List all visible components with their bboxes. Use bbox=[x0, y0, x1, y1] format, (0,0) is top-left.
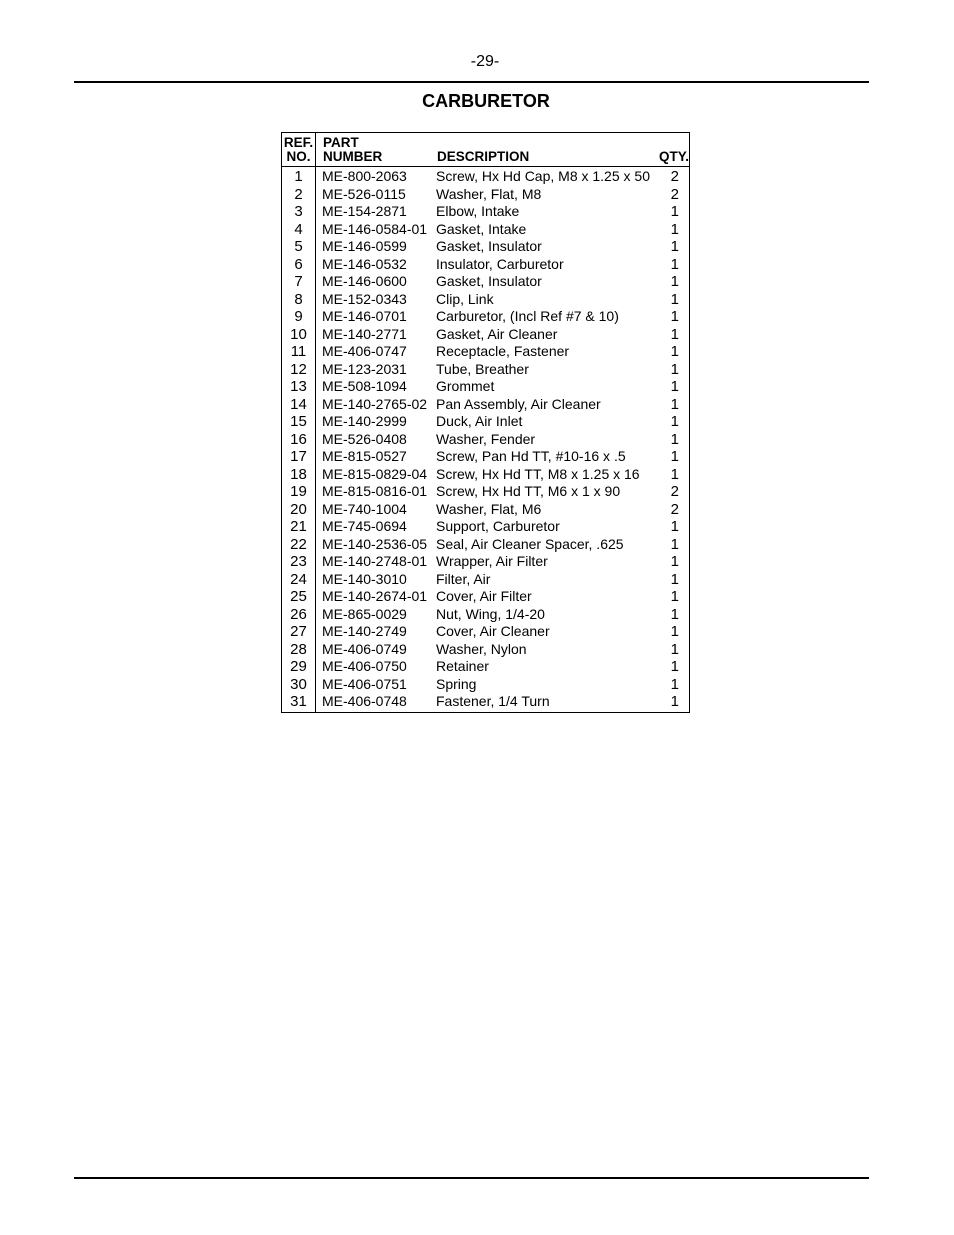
table-row bbox=[282, 168, 689, 186]
part-number-cell: ME-140-3010 bbox=[322, 570, 407, 587]
part-number-cell: ME-406-0747 bbox=[322, 343, 407, 359]
qty-cell: 1 bbox=[670, 290, 679, 308]
header-rule bbox=[74, 81, 869, 83]
table-row bbox=[282, 693, 689, 711]
qty-cell: 1 bbox=[670, 623, 679, 640]
ref-cell: 21 bbox=[290, 518, 307, 535]
ref-cell: 31 bbox=[290, 693, 307, 710]
header-part-line2: NUMBER bbox=[323, 149, 383, 164]
description-cell: Cover, Air Cleaner bbox=[436, 623, 550, 639]
table-row bbox=[282, 536, 689, 554]
qty-cell: 2 bbox=[670, 185, 679, 203]
qty-cell: 1 bbox=[670, 465, 679, 483]
description-cell: Carburetor, (Incl Ref #7 & 10) bbox=[436, 308, 619, 324]
table-row bbox=[282, 361, 689, 379]
header-qty: QTY. bbox=[658, 149, 689, 164]
ref-cell: 5 bbox=[294, 238, 303, 255]
table-row bbox=[282, 238, 689, 256]
part-number-cell: ME-815-0527 bbox=[322, 448, 407, 464]
description-cell: Filter, Air bbox=[436, 570, 491, 587]
ref-cell: 30 bbox=[290, 675, 307, 693]
part-number-cell: ME-140-2771 bbox=[322, 325, 407, 342]
header-part-line1: PART bbox=[323, 135, 359, 150]
table-row bbox=[282, 186, 689, 204]
table-row bbox=[282, 553, 689, 571]
qty-cell: 1 bbox=[670, 518, 679, 535]
table-row bbox=[282, 431, 689, 449]
description-cell: Washer, Fender bbox=[436, 430, 536, 447]
header-part-number bbox=[323, 136, 382, 164]
description-cell: Tube, Breather bbox=[436, 360, 529, 377]
table-row bbox=[282, 658, 689, 676]
part-number-cell: ME-815-0816-01 bbox=[322, 483, 428, 499]
part-number-cell: ME-152-0343 bbox=[322, 290, 407, 307]
description-cell: Washer, Nylon bbox=[436, 640, 527, 657]
table-row bbox=[282, 606, 689, 624]
qty-cell: 1 bbox=[670, 255, 679, 273]
ref-cell: 24 bbox=[290, 570, 307, 588]
qty-cell: 1 bbox=[670, 308, 679, 325]
part-number-cell: ME-123-2031 bbox=[322, 360, 407, 377]
qty-cell: 2 bbox=[670, 168, 679, 185]
table-row bbox=[282, 343, 689, 361]
table-row bbox=[282, 378, 689, 396]
ref-cell: 13 bbox=[290, 378, 307, 395]
description-cell: Cover, Air Filter bbox=[436, 588, 532, 604]
part-number-cell: ME-800-2063 bbox=[322, 168, 407, 184]
description-cell: Screw, Hx Hd TT, M8 x 1.25 x 16 bbox=[436, 465, 640, 482]
part-number-cell: ME-508-1094 bbox=[322, 378, 407, 394]
ref-cell: 22 bbox=[290, 535, 307, 553]
qty-cell: 1 bbox=[670, 395, 679, 413]
description-cell: Receptacle, Fastener bbox=[436, 343, 570, 359]
part-number-cell: ME-815-0829-04 bbox=[322, 465, 428, 482]
table-row bbox=[282, 396, 689, 414]
header-ref-line2: NO. bbox=[286, 149, 311, 164]
qty-cell: 1 bbox=[670, 553, 679, 570]
table-body bbox=[282, 168, 689, 711]
description-cell: Gasket, Intake bbox=[436, 220, 527, 237]
qty-cell: 1 bbox=[670, 640, 679, 658]
description-cell: Washer, Flat, M6 bbox=[436, 500, 542, 517]
table-header bbox=[282, 136, 689, 168]
header-underline bbox=[282, 166, 689, 167]
part-number-cell: ME-146-0600 bbox=[322, 273, 407, 289]
part-number-cell: ME-406-0751 bbox=[322, 675, 407, 692]
section-title: CARBURETOR bbox=[422, 91, 550, 111]
table-row bbox=[282, 676, 689, 694]
description-cell: Clip, Link bbox=[436, 290, 494, 307]
table-row bbox=[282, 291, 689, 309]
description-cell: Gasket, Insulator bbox=[436, 238, 542, 254]
description-cell: Duck, Air Inlet bbox=[436, 413, 523, 429]
description-cell: Spring bbox=[436, 675, 477, 692]
ref-cell: 12 bbox=[290, 360, 307, 378]
table-row bbox=[282, 256, 689, 274]
qty-cell: 1 bbox=[670, 588, 679, 605]
qty-cell: 1 bbox=[670, 360, 679, 378]
part-number-cell: ME-526-0115 bbox=[322, 185, 406, 202]
qty-cell: 1 bbox=[670, 220, 679, 238]
part-number-cell: ME-406-0748 bbox=[322, 693, 407, 709]
qty-cell: 1 bbox=[670, 378, 679, 395]
ref-cell: 3 bbox=[294, 203, 303, 220]
ref-cell: 6 bbox=[294, 255, 303, 273]
qty-cell: 2 bbox=[670, 483, 679, 500]
description-cell: Screw, Hx Hd Cap, M8 x 1.25 x 50 bbox=[436, 168, 650, 184]
qty-cell: 1 bbox=[670, 325, 679, 343]
qty-cell: 1 bbox=[670, 413, 679, 430]
header-ref-line1: REF. bbox=[283, 135, 314, 150]
part-number-cell: ME-865-0029 bbox=[322, 605, 407, 622]
table-row bbox=[282, 641, 689, 659]
part-number-cell: ME-140-2536-05 bbox=[322, 535, 428, 552]
part-number-cell: ME-526-0408 bbox=[322, 430, 407, 447]
qty-cell: 1 bbox=[670, 605, 679, 623]
table-row bbox=[282, 448, 689, 466]
description-cell: Gasket, Air Cleaner bbox=[436, 325, 558, 342]
ref-cell: 27 bbox=[290, 623, 307, 640]
table-row bbox=[282, 413, 689, 431]
part-number-cell: ME-146-0701 bbox=[322, 308, 407, 324]
description-cell: Screw, Pan Hd TT, #10-16 x .5 bbox=[436, 448, 626, 464]
qty-cell: 2 bbox=[670, 500, 679, 518]
ref-cell: 11 bbox=[290, 343, 307, 360]
description-cell: Gasket, Insulator bbox=[436, 273, 542, 289]
table-row bbox=[282, 466, 689, 484]
footer-rule bbox=[74, 1177, 869, 1179]
part-number-cell: ME-140-2748-01 bbox=[322, 553, 428, 569]
part-number-cell: ME-140-2999 bbox=[322, 413, 407, 429]
ref-cell: 20 bbox=[290, 500, 307, 518]
ref-cell: 28 bbox=[290, 640, 307, 658]
ref-cell: 8 bbox=[294, 290, 303, 308]
qty-cell: 1 bbox=[670, 535, 679, 553]
parts-table bbox=[281, 132, 690, 713]
ref-cell: 9 bbox=[294, 308, 303, 325]
qty-cell: 1 bbox=[670, 238, 679, 255]
qty-cell: 1 bbox=[670, 343, 679, 360]
qty-cell: 1 bbox=[670, 273, 679, 290]
part-number-cell: ME-745-0694 bbox=[322, 518, 407, 534]
part-number-cell: ME-740-1004 bbox=[322, 500, 407, 517]
description-cell: Insulator, Carburetor bbox=[436, 255, 564, 272]
qty-cell: 1 bbox=[670, 658, 679, 675]
part-number-cell: ME-146-0584-01 bbox=[322, 220, 428, 237]
part-number-cell: ME-140-2765-02 bbox=[322, 395, 428, 412]
description-cell: Pan Assembly, Air Cleaner bbox=[436, 395, 601, 412]
ref-cell: 4 bbox=[294, 220, 303, 238]
table-row bbox=[282, 623, 689, 641]
table-row bbox=[282, 571, 689, 589]
qty-cell: 1 bbox=[670, 675, 679, 693]
description-cell: Seal, Air Cleaner Spacer, .625 bbox=[436, 535, 624, 552]
part-number-cell: ME-140-2674-01 bbox=[322, 588, 428, 604]
ref-cell: 17 bbox=[290, 448, 307, 465]
table-row bbox=[282, 588, 689, 606]
ref-cell: 14 bbox=[290, 395, 307, 413]
ref-cell: 10 bbox=[290, 325, 307, 343]
table-row bbox=[282, 501, 689, 519]
table-row bbox=[282, 308, 689, 326]
table-row bbox=[282, 273, 689, 291]
description-cell: Wrapper, Air Filter bbox=[436, 553, 548, 569]
description-cell: Fastener, 1/4 Turn bbox=[436, 693, 550, 709]
ref-cell: 23 bbox=[290, 553, 307, 570]
description-cell: Support, Carburetor bbox=[436, 518, 560, 534]
table-row bbox=[282, 483, 689, 501]
header-ref bbox=[283, 136, 314, 164]
header-description: DESCRIPTION bbox=[437, 149, 530, 164]
qty-cell: 1 bbox=[670, 448, 679, 465]
description-cell: Grommet bbox=[436, 378, 495, 394]
table-row bbox=[282, 518, 689, 536]
qty-cell: 1 bbox=[670, 430, 679, 448]
ref-cell: 16 bbox=[290, 430, 307, 448]
ref-cell: 1 bbox=[294, 168, 303, 185]
page-number: -29- bbox=[470, 53, 500, 70]
ref-cell: 2 bbox=[294, 185, 303, 203]
part-number-cell: ME-146-0599 bbox=[322, 238, 407, 254]
ref-cell: 29 bbox=[290, 658, 307, 675]
description-cell: Washer, Flat, M8 bbox=[436, 185, 542, 202]
ref-cell: 26 bbox=[290, 605, 307, 623]
part-number-cell: ME-140-2749 bbox=[322, 623, 407, 639]
qty-cell: 1 bbox=[670, 693, 679, 710]
description-cell: Nut, Wing, 1/4-20 bbox=[436, 605, 545, 622]
ref-cell: 25 bbox=[290, 588, 307, 605]
part-number-cell: ME-154-2871 bbox=[322, 203, 407, 219]
description-cell: Retainer bbox=[436, 658, 489, 674]
table-row bbox=[282, 203, 689, 221]
qty-cell: 1 bbox=[670, 203, 679, 220]
table-row bbox=[282, 326, 689, 344]
ref-cell: 15 bbox=[290, 413, 307, 430]
part-number-cell: ME-406-0749 bbox=[322, 640, 407, 657]
description-cell: Elbow, Intake bbox=[436, 203, 520, 219]
ref-cell: 18 bbox=[290, 465, 307, 483]
ref-cell: 19 bbox=[290, 483, 307, 500]
part-number-cell: ME-146-0532 bbox=[322, 255, 407, 272]
description-cell: Screw, Hx Hd TT, M6 x 1 x 90 bbox=[436, 483, 621, 499]
part-number-cell: ME-406-0750 bbox=[322, 658, 407, 674]
table-row bbox=[282, 221, 689, 239]
ref-cell: 7 bbox=[294, 273, 303, 290]
qty-cell: 1 bbox=[670, 570, 679, 588]
